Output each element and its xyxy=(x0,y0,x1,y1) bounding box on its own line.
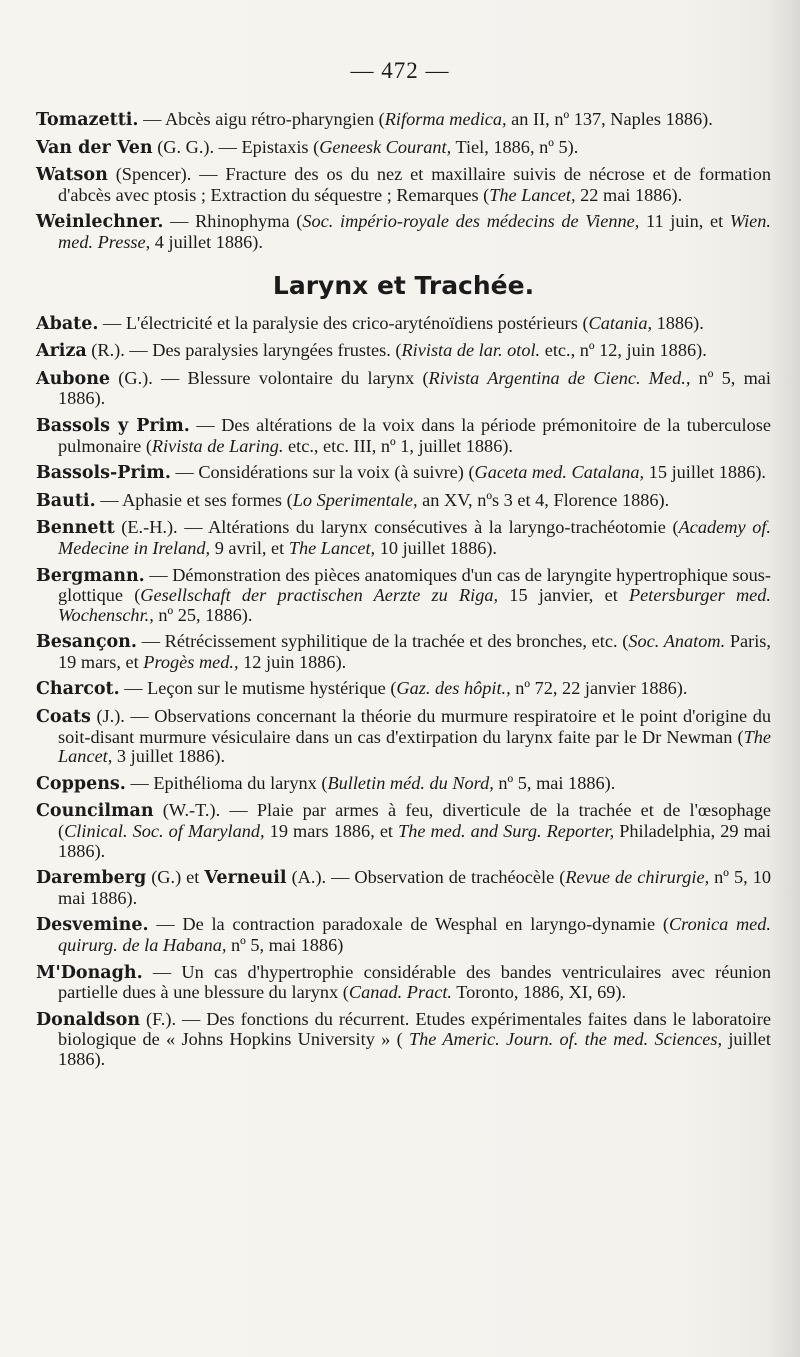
entry-text: — Aphasie et ses formes ( xyxy=(95,489,293,510)
entry-text: — Leçon sur le mutisme hystérique ( xyxy=(119,678,397,699)
entry-text: (W.-T.). — Plaie par armes à feu, diverticule de la trachée et de l'œsophage ( xyxy=(58,800,771,842)
entry-text: 4 juillet 1886). xyxy=(150,231,263,252)
entry-author: Bassols y Prim. xyxy=(36,415,190,436)
entry-text: 10 juillet 1886). xyxy=(375,537,498,558)
bibliography-entry xyxy=(36,138,771,159)
entry-source-title: The med. and Surg. Reporter, xyxy=(398,821,615,842)
entry-author: Bassols-Prim. xyxy=(36,463,171,484)
entry-text: — Abcès aigu rétro-pharyngien ( xyxy=(138,109,385,129)
entry-text: — Des altérations de la voix dans la période prémonitoire de la tuberculose pulmonaire ( xyxy=(58,414,772,456)
entry-text: 22 mai 1886). xyxy=(575,184,683,205)
entry-text: (R.). — Des paralysies laryngées frustes. ( xyxy=(86,340,402,361)
entry-text: — Epithélioma du larynx ( xyxy=(125,772,328,793)
entry-source-title: Clinical. Soc. of Maryland, xyxy=(64,821,265,842)
entry-text: 12 juin 1886). xyxy=(238,651,347,672)
entry-source-title: Petersburger med. Wochenschr., xyxy=(58,585,772,625)
entry-source-title: Cronica med. quirurg. de la Habana, xyxy=(58,914,771,955)
entry-author: Councilman xyxy=(36,801,154,822)
entry-source-title: Rivista Argentina de Cienc. Med., xyxy=(428,367,691,388)
entry-text: 15 janvier, et xyxy=(498,585,629,606)
entry-source-title: The Lancet, xyxy=(489,184,576,205)
entry-text: (E.-H.). — Altérations du larynx consécutives à la laryngo-trachéotomie ( xyxy=(114,517,679,538)
entry-author: Abate. xyxy=(36,313,99,334)
bibliography-entry xyxy=(36,463,771,484)
entry-text: (Spencer). — Fracture des os du nez et maxillaire suivis de nécrose et de formation d'abcès avec ptosis ; Extraction du séquestre ; Remarques ( xyxy=(58,164,771,205)
entry-text: nº 5, mai 1886). xyxy=(58,367,771,409)
entry-author: Bauti. xyxy=(36,490,96,511)
entry-text: Toronto, 1886, XI, 69). xyxy=(451,982,627,1003)
entry-author: Bennett xyxy=(36,518,115,539)
entry-text: (G. G.). — Epistaxis ( xyxy=(152,136,320,157)
entry-source-title: Gaceta med. Catalana, xyxy=(474,462,645,483)
bibliography-content xyxy=(36,110,771,1077)
entry-text: 15 juillet 1886). xyxy=(644,462,767,483)
entry-text: 11 juin, et xyxy=(639,211,730,232)
entry-source-title: Wien. med. Presse, xyxy=(58,211,771,252)
page-number: — 472 — xyxy=(350,58,450,83)
entry-text: (G.) et xyxy=(146,867,205,888)
entry-text: Tiel, 1886, nº 5). xyxy=(451,136,579,157)
entry-text: nº 5, 10 mai 1886). xyxy=(58,867,771,908)
entry-author: Desvemine. xyxy=(36,915,149,936)
entry-author: Daremberg xyxy=(36,868,147,889)
entry-source-title: Progès med., xyxy=(143,651,239,672)
entry-text: — Un cas d'hypertrophie considérable des bandes ventriculaires avec réunion partielle dues à une blessure du larynx ( xyxy=(58,961,771,1003)
entry-source-title: Catania, xyxy=(588,312,653,333)
bibliography-entry xyxy=(36,212,771,252)
entry-author: Donaldson xyxy=(36,1009,141,1030)
entry-author: M'Donagh. xyxy=(36,962,143,983)
bibliography-entry xyxy=(36,801,771,861)
entry-text: Philadelphia, 29 mai 1886). xyxy=(58,821,771,861)
entry-source-title: Rivista de Laring. xyxy=(151,435,284,456)
entry-text: 19 mars 1886, et xyxy=(264,821,399,842)
entry-source-title: Gesellschaft der practischen Aerzte zu Riga, xyxy=(140,585,499,606)
entry-author: Van der Ven xyxy=(36,137,153,158)
bibliography-entry xyxy=(36,679,771,700)
entry-text: (J.). — Observations concernant la théorie du murmure respiratoire et le point d'origine du soit-disant murmure vésiculaire dans un cas d'extirpation du larynx faite par le Dr Newman ( xyxy=(58,706,771,747)
bibliography-entry xyxy=(36,314,771,335)
entry-text: an II, nº 137, Naples 1886). xyxy=(506,109,713,129)
entry-text: — Rétrécissement syphilitique de la trachée et des bronches, etc. ( xyxy=(136,631,629,652)
entry-text: nº 5, mai 1886) xyxy=(226,935,344,955)
entry-text: (A.). — Observation de trachéocèle ( xyxy=(286,867,566,888)
entry-source-title: Canad. Pract. xyxy=(348,982,452,1003)
entry-source-title: Bulletin méd. du Nord, xyxy=(327,772,494,793)
entry-source-title: Soc. império-royale des médecins de Vienne, xyxy=(302,211,640,232)
bibliography-entry xyxy=(36,518,771,558)
entries-after-section xyxy=(36,314,771,1070)
entry-author: Watson xyxy=(36,165,108,186)
entry-source-title: Gaz. des hôpit., xyxy=(396,678,511,699)
entry-source-title: Rivista de lar. otol. xyxy=(401,340,541,361)
bibliography-entry xyxy=(36,707,771,767)
entry-text: etc., etc. III, nº 1, juillet 1886). xyxy=(283,435,513,456)
entry-text: Paris, 19 mars, et xyxy=(58,631,771,672)
bibliography-entry xyxy=(36,165,771,205)
entry-text: — Rhinophyma ( xyxy=(163,211,303,232)
entry-source-title: Revue de chirurgie, xyxy=(565,867,710,888)
entry-source-title: Geneesk Courant, xyxy=(319,136,452,157)
bibliography-entry xyxy=(36,416,771,456)
entry-author: Besançon. xyxy=(36,632,137,653)
entry-author: Bergmann. xyxy=(36,565,145,586)
entry-author: Coppens. xyxy=(36,773,126,794)
bibliography-entry xyxy=(36,110,771,131)
bibliography-entry xyxy=(36,491,771,512)
entry-text: 9 avril, et xyxy=(210,537,289,558)
bibliography-entry xyxy=(36,868,771,908)
entry-text: — L'électricité et la paralysie des crico-aryténoïdiens postérieurs ( xyxy=(98,312,589,333)
entry-source-title: Academy of. Medecine in Ireland, xyxy=(58,517,771,558)
entry-text: nº 72, 22 janvier 1886). xyxy=(510,678,688,699)
entry-text: nº 25, 1886). xyxy=(153,604,253,625)
entry-author: Coats xyxy=(36,707,91,728)
entry-author: Tomazetti. xyxy=(36,110,139,130)
bibliography-entry xyxy=(36,341,771,362)
entry-text: etc., nº 12, juin 1886). xyxy=(540,340,707,361)
bibliography-entry xyxy=(36,774,771,795)
entry-text: an XV, nºs 3 et 4, Florence 1886). xyxy=(417,489,670,510)
entry-text: (F.). — Des fonctions du récurrent. Etudes expérimentales faites dans le laboratoire biologique de « Johns Hopkins University » ( xyxy=(58,1008,771,1050)
entry-author: Verneuil xyxy=(204,868,287,889)
entry-source-title: The Lancet, xyxy=(288,537,376,558)
entry-author: Ariza xyxy=(36,341,87,362)
entry-text: juillet 1886). xyxy=(58,1029,771,1069)
entries-before-section xyxy=(36,110,771,253)
entry-text: — Considérations sur la voix (à suivre) ( xyxy=(170,462,475,483)
bibliography-entry xyxy=(36,963,771,1003)
entry-author: Weinlechner. xyxy=(36,212,164,233)
entry-source-title: The Americ. Journ. of. the med. Sciences, xyxy=(408,1029,723,1050)
bibliography-entry xyxy=(36,632,771,672)
entry-source-title: Soc. Anatom. xyxy=(628,631,726,652)
entry-text: 1886). xyxy=(652,312,704,333)
entry-text: — Démonstration des pièces anatomiques d'un cas de laryngite hypertrophique sous-glottique ( xyxy=(58,564,772,606)
section-heading: Larynx et Trachée. xyxy=(272,270,535,300)
entry-text: — De la contraction paradoxale de Wesphal en laryngo-dynamie ( xyxy=(148,914,669,935)
bibliography-entry xyxy=(36,566,771,626)
entry-source-title: The Lancet, xyxy=(58,726,771,767)
entry-source-title: Lo Sperimentale, xyxy=(292,489,418,510)
bibliography-entry xyxy=(36,1010,771,1070)
entry-author: Aubone xyxy=(36,368,111,389)
entry-author: Charcot. xyxy=(36,679,120,700)
entry-text: nº 5, mai 1886). xyxy=(493,772,616,793)
bibliography-entry xyxy=(36,915,771,955)
entry-source-title: Riforma medica, xyxy=(384,109,507,129)
entry-text: (G.). — Blessure volontaire du larynx ( xyxy=(110,367,429,388)
entry-text: 3 juillet 1886). xyxy=(112,746,226,767)
bibliography-entry xyxy=(36,369,771,409)
